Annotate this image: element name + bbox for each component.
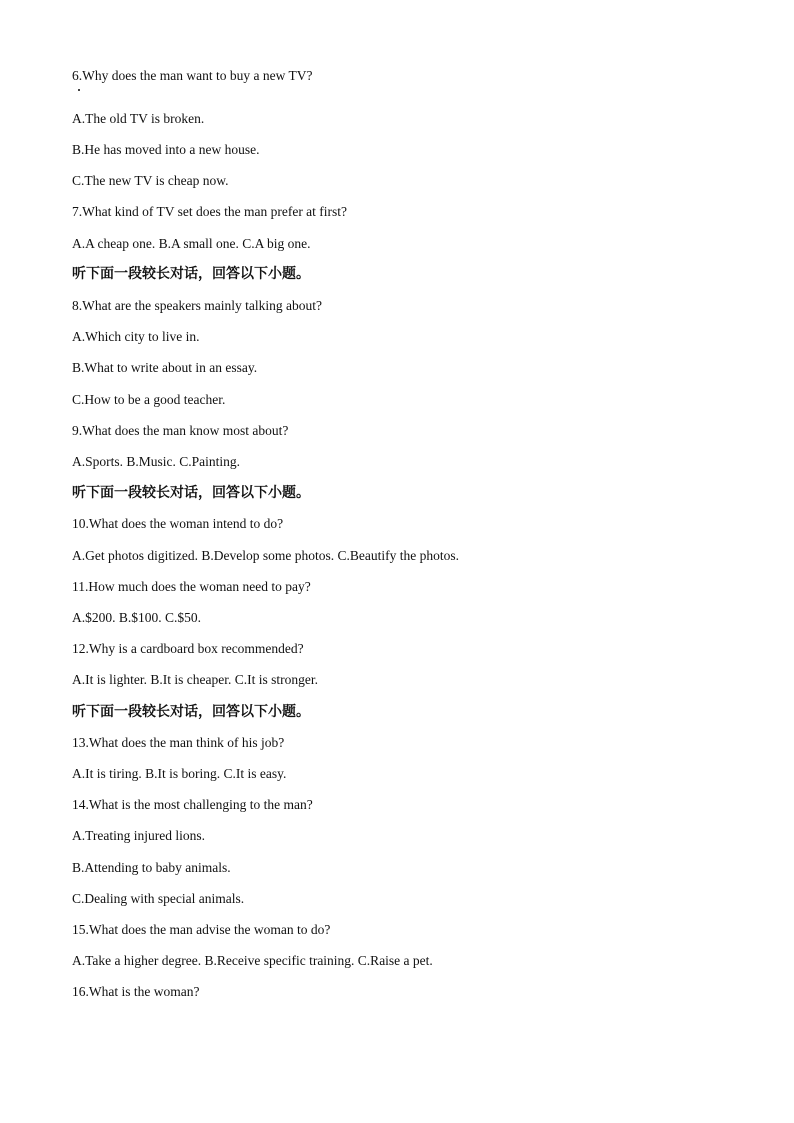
section-heading-2: 听下面一段较长对话，回答以下小题。: [72, 485, 310, 501]
question-13: 13.What does the man think of his job?: [72, 735, 285, 750]
question-10: 10.What does the woman intend to do?: [72, 516, 284, 531]
option-6b: B.He has moved into a new house.: [72, 142, 260, 157]
options-13: A.It is tiring. B.It is boring. C.It is easy.: [72, 766, 287, 781]
option-8b: B.What to write about in an essay.: [72, 360, 258, 375]
question-14: 14.What is the most challenging to the man?: [72, 797, 313, 812]
option-6a: A.The old TV is broken.: [72, 111, 205, 126]
question-16: 16.What is the woman?: [72, 984, 200, 999]
options-10: A.Get photos digitized. B.Develop some photos. C.Beautify the photos.: [72, 548, 459, 563]
option-6c: C.The new TV is cheap now.: [72, 173, 229, 188]
option-8c: C.How to be a good teacher.: [72, 392, 226, 407]
question-15: 15.What does the man advise the woman to do?: [72, 922, 331, 937]
question-12: 12.Why is a cardboard box recommended?: [72, 641, 304, 656]
options-12: A.It is lighter. B.It is cheaper. C.It is stronger.: [72, 672, 318, 687]
options-11: A.$200. B.$100. C.$50.: [72, 610, 202, 625]
options-9: A.Sports. B.Music. C.Painting.: [72, 454, 241, 469]
question-7: 7.What kind of TV set does the man prefer at first?: [72, 204, 348, 219]
question-8: 8.What are the speakers mainly talking about?: [72, 298, 323, 313]
option-14c: C.Dealing with special animals.: [72, 891, 245, 906]
section-heading-3: 听下面一段较长对话，回答以下小题。: [72, 704, 310, 720]
stray-mark: [78, 89, 80, 91]
option-14a: A.Treating injured lions.: [72, 828, 205, 843]
question-6: 6.Why does the man want to buy a new TV?: [72, 68, 313, 83]
options-15: A.Take a higher degree. B.Receive specific training. C.Raise a pet.: [72, 953, 433, 968]
section-heading-1: 听下面一段较长对话，回答以下小题。: [72, 266, 310, 282]
question-11: 11.How much does the woman need to pay?: [72, 579, 311, 594]
question-9: 9.What does the man know most about?: [72, 423, 289, 438]
option-8a: A.Which city to live in.: [72, 329, 200, 344]
option-14b: B.Attending to baby animals.: [72, 860, 231, 875]
options-7: A.A cheap one. B.A small one. C.A big one.: [72, 236, 311, 251]
